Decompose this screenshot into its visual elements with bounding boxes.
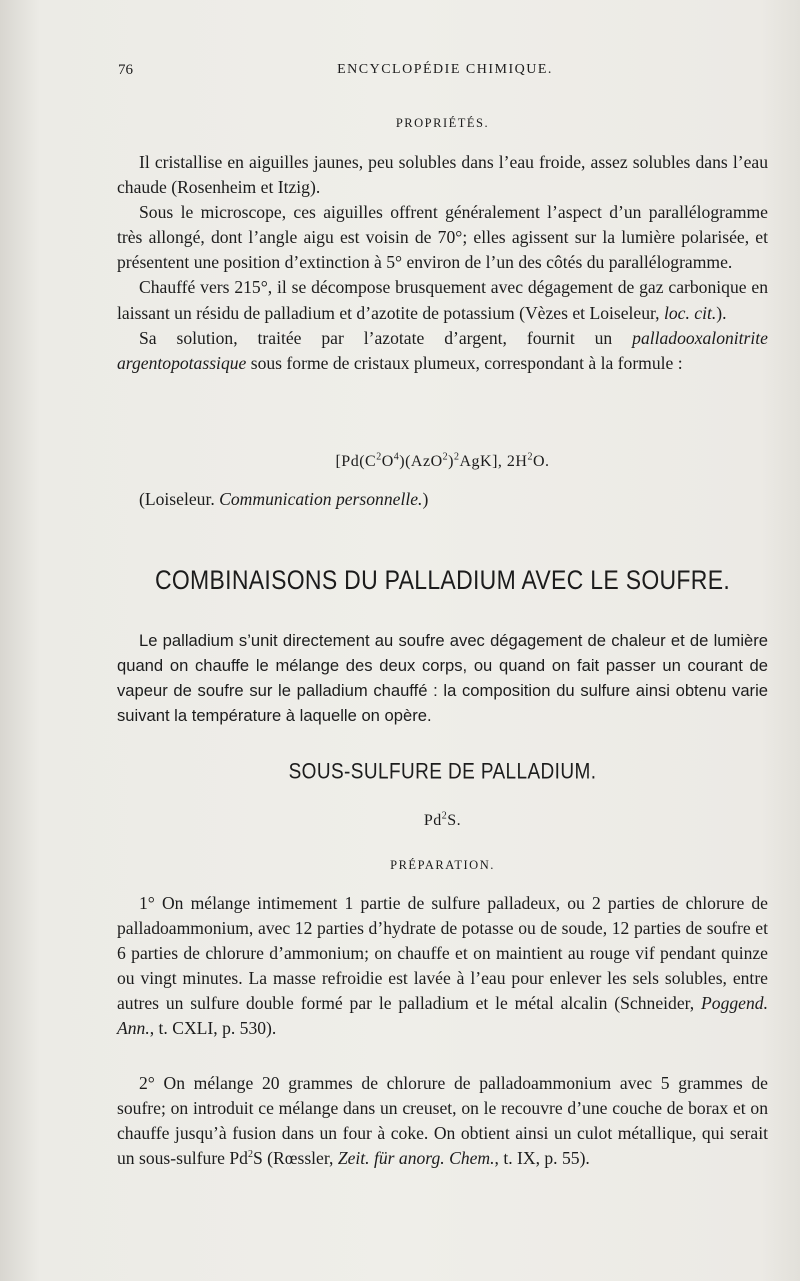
italic-communication: Communication personnelle.	[219, 489, 423, 509]
formula-part: Pd	[423, 812, 442, 829]
formula-line-2	[117, 812, 768, 830]
section-proprietes-body	[117, 150, 768, 376]
section-heading-preparation	[117, 858, 768, 873]
formula-superscript: 2	[453, 451, 460, 463]
formula-part: )(AzO	[399, 453, 443, 470]
formula-part: O	[381, 453, 394, 470]
italic-citation: loc. cit.	[663, 302, 717, 323]
formula-line-1	[117, 453, 768, 471]
heading-proprietes: PROPRIÉTÉS.	[395, 116, 490, 130]
text-run: ).	[716, 302, 727, 323]
paragraph-silver-nitrate	[117, 326, 768, 376]
section-heading-combinaisons	[117, 564, 768, 595]
text-run: , t. CXLI, p. 530).	[149, 1018, 277, 1039]
chemical-formula	[117, 453, 768, 471]
paragraph-loiseleur	[117, 487, 768, 512]
heading-sous-sulfure: SOUS-SULFURE DE PALLADIUM.	[288, 760, 597, 785]
running-title: ENCYCLOPÉDIE CHIMIQUE.	[337, 62, 553, 77]
section-preparation-body-2	[117, 1071, 768, 1171]
paragraph-method-1	[117, 891, 768, 1042]
heading-combinaisons: COMBINAISONS DU PALLADIUM AVEC LE SOUFRE.	[154, 564, 731, 595]
text-run: Sa solution, traitée par l’azotate d’argent, fournit un	[139, 327, 633, 348]
formula-part: AgK], 2H	[459, 453, 528, 470]
formula-part: [Pd(C	[335, 453, 377, 470]
italic-compound-name: palladooxalonitrite argentopotassique	[117, 327, 768, 373]
formula-superscript: 2	[376, 451, 382, 463]
formula-part: S.	[447, 812, 462, 829]
text-run: 2° On mélange 20 grammes de chlorure de palladoammonium avec 5 grammes de soufre; on introduit ce mélange dans un creuset, on le recouvre d’une couche de borax et on chauffe jusqu’à fusion dans un four à coke. On obtient ainsi un culot métallique, qui serait un sous-sulfure Pd	[117, 1073, 768, 1169]
page-header	[118, 62, 772, 86]
heading-preparation: PRÉPARATION.	[390, 858, 495, 872]
paragraph-microscope: Sous le microscope, ces aiguilles offrent généralement l’aspect d’un parallélogramme très allongé, dont l’angle aigu est voisin de 70°; elles agissent sur la lumière polarisée, et présentent une position d’extinction à 5° environ de l’un des côtés du parallélogramme.	[117, 202, 768, 273]
text-run: , t. IX, p. 55).	[494, 1148, 590, 1169]
text-run: Chauffé vers 215°, il se décompose brusquement avec dégagement de gaz carbonique en laissant un résidu de palladium et d’azotite de potassium (Vèzes et Loiseleur,	[117, 277, 768, 323]
formula-superscript: 2	[442, 451, 449, 463]
formula-superscript: 4	[393, 451, 400, 463]
section-combinaisons-body	[117, 628, 768, 728]
text-run: )	[422, 489, 429, 509]
italic-citation: Zeit. für anorg. Chem.	[337, 1148, 495, 1169]
text-run: (Loiseleur.	[139, 489, 220, 509]
formula-superscript: 2	[527, 451, 533, 463]
paragraph-soufre-union: Le palladium s’unit directement au soufre avec dégagement de chaleur et de lumière quand on chauffe le mélange des deux corps, ou quand on fait passer un courant de vapeur de soufre sur le palladium chauffé : la composition du sulfure ainsi obtenu varie suivant la température à laquelle on opère.	[117, 631, 768, 726]
formula-part: )	[448, 453, 454, 470]
page-number: 76	[118, 62, 133, 78]
text-run: 1° On mélange intimement 1 partie de sulfure palladeux, ou 2 parties de chlorure de palladoammonium, avec 12 parties d’hydrate de potasse ou de soude, 12 parties de soufre et 6 parties de chlorure d’ammonium; on chauffe et on maintient au rouge vif pendant quinze ou vingt minutes. La masse refroidie est lavée à l’eau pour enlever les sels solubles, entre autres un sulfure double formé par le palladium et le métal alcalin (Schneider,	[117, 893, 768, 1014]
paragraph-method-2	[117, 1071, 768, 1171]
section-heading-sous-sulfure	[117, 762, 768, 784]
formula-part: O.	[532, 453, 550, 470]
paragraph-decomposition	[117, 275, 768, 325]
formula-superscript: 2	[441, 810, 448, 822]
paragraph-crystallisation: Il cristallise en aiguilles jaunes, peu solubles dans l’eau froide, assez solubles dans l’eau chaude (Rosenheim et Itzig).	[117, 152, 768, 198]
italic-citation: Poggend. Ann.	[117, 993, 768, 1039]
formula-superscript: 2	[247, 1149, 253, 1161]
text-run: sous forme de cristaux plumeux, correspondant à la formule :	[246, 352, 683, 373]
sous-sulfure-formula	[117, 812, 768, 830]
loiseleur-note-block	[117, 487, 768, 512]
section-preparation-body	[117, 891, 768, 1042]
section-heading-proprietes	[117, 116, 768, 131]
text-run: S (Rœssler,	[252, 1148, 338, 1169]
